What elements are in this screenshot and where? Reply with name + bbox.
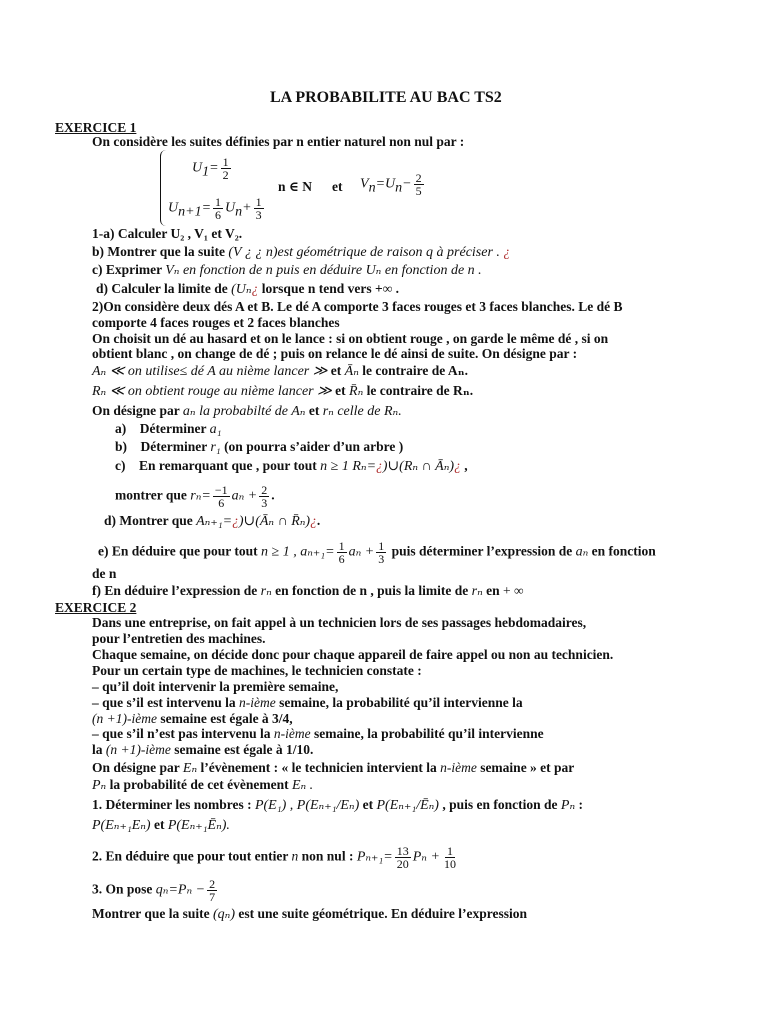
equation-domain: n ∈ N — [278, 179, 313, 194]
exercise-1-intro: On considère les suites définies par n entier naturel non nul par : — [92, 134, 465, 149]
equation-vn: $V_n=U_n-$ $\frac{2}{5}$ — [360, 171, 422, 198]
question-b: b) Déterminer r₁ (on pourra s’aider d’un arbre ) — [115, 439, 404, 455]
definition-rn: Rₙ ≪ on obtient rouge au nième lancer ≫ et R̄ₙ le contraire de Rₙ. — [92, 383, 474, 399]
ex2-question-2: 2. En déduire que pour tout entier n non nul : Pₙ₊₁= $\frac{13}{20}$ Pₙ + $\frac{1}{10}$ — [92, 844, 456, 871]
equation-u1: $U_1=$ $\frac{1}{2}$ — [192, 155, 229, 182]
question-1c: c) Exprimer Vₙ en fonction de n puis en déduire Uₙ en fonction de n . — [92, 262, 482, 278]
ex2-line-6: – que s’il est intervenu la n-ième semaine, la probabilité qu’il intervienne la — [92, 695, 523, 710]
question-c-formula: montrer que rₙ= $\frac{-1}{6}$ aₙ + $\frac{2}{3}$ . — [115, 483, 275, 510]
question-f: f) En déduire l’expression de rₙ en fonction de n , puis la limite de rₙ en + ∞ — [92, 583, 524, 599]
question-a: a) Déterminer a₁ — [115, 421, 222, 437]
definition-an: Aₙ ≪ on utilise≤ dé A au nième lancer ≫ et Āₙ le contraire de Aₙ. — [92, 363, 468, 379]
question-2-line-3: On choisit un dé au hasard et on le lance : si on obtient rouge , on garde le même dé , si on — [92, 331, 609, 346]
question-c: c) En remarquant que , pour tout n ≥ 1 Rₙ=¿)∪(Rₙ ∩ Āₙ)¿ , — [115, 458, 468, 474]
ex2-question-1-line-2: P(Eₙ₊₁Eₙ) et P(Eₙ₊₁Ēₙ). — [92, 817, 230, 833]
ex2-question-1: 1. Déterminer les nombres : P(E₁) , P(Eₙ₊₁/Eₙ) et P(Eₙ₊₁/Ēₙ) , puis en fonction de Pₙ : — [92, 797, 583, 813]
ex2-line-2: pour l’entretien des machines. — [92, 631, 266, 646]
ex2-line-3: Chaque semaine, on décide donc pour chaque appareil de faire appel ou non au technicien. — [92, 647, 614, 662]
question-e-line-2: de n — [92, 566, 117, 581]
equation-et: et — [332, 179, 343, 194]
question-1d: d) Calculer la limite de (Uₙ¿ lorsque n tend vers +∞ . — [96, 281, 400, 297]
ex2-line-9: la (n +1)-ième semaine est égale à 1/10. — [92, 742, 314, 757]
equation-un1: $U_{n+1}=$ $\frac{1}{6}$ $U_n+$ $\frac{1}{3}$ — [168, 195, 262, 222]
question-e: e) En déduire que pour tout n ≥ 1 , aₙ₊₁= $\frac{1}{6}$ aₙ + $\frac{1}{3}$ puis déterminer l’expression de aₙ en fonction — [98, 539, 656, 566]
ex2-question-4: Montrer que la suite (qₙ) est une suite géométrique. En déduire l’expression — [92, 906, 527, 922]
ex2-line-10: On désigne par Eₙ l’évènement : « le technicien intervient la n-ième semaine » et par — [92, 760, 575, 776]
definition-probabilities: On désigne par aₙ la probabilté de Aₙ et rₙ celle de Rₙ. — [92, 403, 402, 419]
question-1a: 1-a) Calculer U₂ , V₁ et V₂. — [92, 226, 243, 241]
page-title: LA PROBABILITE AU BAC TS2 — [270, 89, 502, 106]
exercise-2-heading: EXERCICE 2 — [55, 600, 137, 615]
system-brace — [160, 150, 167, 226]
question-2-line-4: obtient blanc , on change de dé ; puis on relance le dé ainsi de suite. On désigne par : — [92, 346, 578, 361]
ex2-question-3: 3. On pose qₙ=Pₙ − $\frac{2}{7}$ — [92, 877, 216, 904]
ex2-line-4: Pour un certain type de machines, le technicien constate : — [92, 663, 422, 678]
exercise-1-heading: EXERCICE 1 — [55, 120, 137, 135]
ex2-line-5: – qu’il doit intervenir la première semaine, — [92, 679, 339, 694]
question-2-line-2: comporte 4 faces rouges et 2 faces blanches — [92, 315, 340, 330]
question-2-line-1: 2)On considère deux dés A et B. Le dé A comporte 3 faces rouges et 3 faces blanches. Le dé B — [92, 299, 623, 314]
ex2-line-7: (n +1)-ième semaine est égale à 3/4, — [92, 711, 293, 726]
ex2-line-1: Dans une entreprise, on fait appel à un technicien lors de ses passages hebdomadaires, — [92, 615, 587, 630]
ex2-line-8: – que s’il n’est pas intervenu la n-ième semaine, la probabilité qu’il intervienne — [92, 726, 544, 741]
ex2-line-11: Pₙ la probabilité de cet évènement Eₙ . — [92, 777, 314, 793]
question-1b: b) Montrer que la suite (V ¿ ¿ n)est géométrique de raison q à préciser . ¿ — [92, 244, 511, 260]
question-d: d) Montrer que Aₙ₊₁=¿)∪(Āₙ ∩ R̄ₙ)¿. — [104, 513, 321, 529]
